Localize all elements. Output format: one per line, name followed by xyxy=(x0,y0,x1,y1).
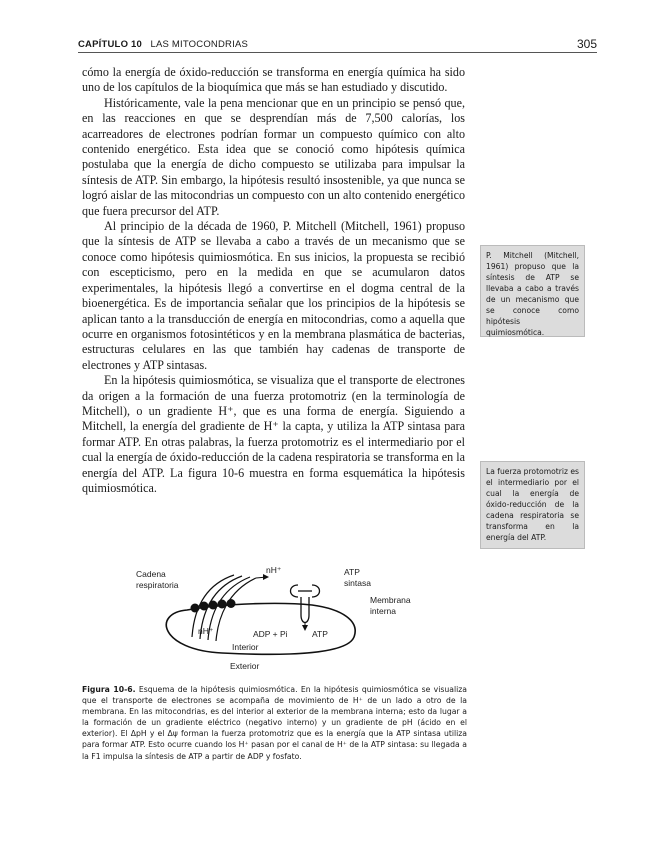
margin-note: La fuerza protomotriz es el intermediario por el cual la energía de óxido-reducción de la cadena respiratoria se transforma en la energía del ATP. xyxy=(480,461,585,549)
interior-label: Interior xyxy=(232,642,259,652)
chapter-heading xyxy=(78,39,248,50)
paragraph: cómo la energía de óxido-reducción se transforma en energía química ha sido uno de los capítulos de la bioquímica que más se han estudiado y discutido. xyxy=(82,65,465,95)
arrowhead xyxy=(302,625,308,631)
paragraph: Históricamente, vale la pena mencionar que en un principio se pensó que, en las reacciones en que se desprendían más de 7,500 calorías, los acarreadores de electrones podrían formar un compuesto químico con alto contenido energético. Esta idea que se conoció como hipótesis química postulaba que la energía de dicho compuesto se utilizaba para impulsar la síntesis de ATP. Sin embargo, la hipótesis resultó insostenible, ya que nunca se logró aislar de las mitocondrias un compuesto con un alto contenido energético que fuera precursor del ATP. xyxy=(82,95,465,218)
chapter-title: LAS MITOCONDRIAS xyxy=(150,39,249,50)
chain-label: respiratoria xyxy=(136,580,179,590)
figure-caption xyxy=(82,684,467,762)
proton-label-top: nH⁺ xyxy=(266,565,282,575)
chain-label: Cadena xyxy=(136,569,166,579)
respiratory-carriers xyxy=(191,599,236,613)
proton-label-bottom: nH⁺ xyxy=(198,626,214,636)
body-text xyxy=(82,65,465,496)
atp-synthase-label: ATP xyxy=(344,567,360,577)
exterior-label: Exterior xyxy=(230,661,260,671)
diagram-svg xyxy=(132,555,422,675)
chemiosmotic-diagram xyxy=(132,555,422,675)
atp-synthase-label: sintasa xyxy=(344,578,371,588)
margin-note: P. Mitchell (Mitchell, 1961) propuso que la síntesis de ATP se llevaba a cabo a través de un mecanismo que se conoce como hipótesis quimiosmótica. xyxy=(480,245,585,337)
membrane-label: interna xyxy=(370,606,396,616)
atp-product-label: ATP xyxy=(312,629,328,639)
paragraph: Al principio de la década de 1960, P. Mitchell (Mitchell, 1961) propuso que la síntesis de ATP se llevaba a cabo a través de un mecanismo que se conoce como hipótesis quimiosmótica. En sus inicios, la propuesta se recibió con escepticismo, pero en la medida en que se acumularon datos experimentales, la hipótesis llegó a convertirse en el dogma central de la bioenergética. Es de importancia señalar que los principios de la hipótesis se aplican tanto a la transducción de energía en mitocondrias, como a aquella que ocurre en organismos fotosintéticos y en la membrana plasmática de bacterias, estructuras celulares en las que también hay cadenas de transporte de electrones y ATP sintasas. xyxy=(82,219,465,372)
paragraph: En la hipótesis quimiosmótica, se visualiza que el transporte de electrones da origen a la formación de una fuerza protomotriz (en la terminología de Mitchell), o un gradiente H⁺, que es una forma de energía. Siguiendo a Mitchell, la energía del gradiente de H⁺ la capta, y utiliza la ATP sintasa para formar ATP. En otras palabras, la fuerza protomotriz es el intermediario por el cual la energía de óxido-reducción de la cadena respiratoria se transforma en la energía del ATP. La figura 10-6 muestra en forma esquemática la hipótesis quimiosmótica. xyxy=(82,373,465,495)
caption-text: Esquema de la hipótesis quimiosmótica. En la hipótesis quimiosmótica se visualiza que el transporte de electrones se acompaña de movimiento de H⁺ de un lado a otro de la membrana. En las mitocondrias, es del interior al exterior de la membrana interna; esto da lugar a la formación de un gradiente eléctrico (negativo interno) y un gradiente de pH (ácido en el exterior). El ΔpH y el Δψ forman la fuerza protomotriz que es la energía que la ATP sintasa utiliza para formar ATP. Esto ocurre cuando los H⁺ pasan por el canal de H⁺ de la ATP sintasa: su llegada a la F1 impulsa la síntesis de ATP a partir de ADP y fosfato. xyxy=(82,685,467,761)
figure-label: Figura 10-6. xyxy=(82,685,136,694)
chapter-label: CAPÍTULO 10 xyxy=(78,39,142,50)
page-number: 305 xyxy=(576,37,597,51)
adp-pi-label: ADP + Pi xyxy=(253,629,288,639)
running-header xyxy=(78,36,597,53)
membrane-label: Membrana xyxy=(370,595,411,605)
